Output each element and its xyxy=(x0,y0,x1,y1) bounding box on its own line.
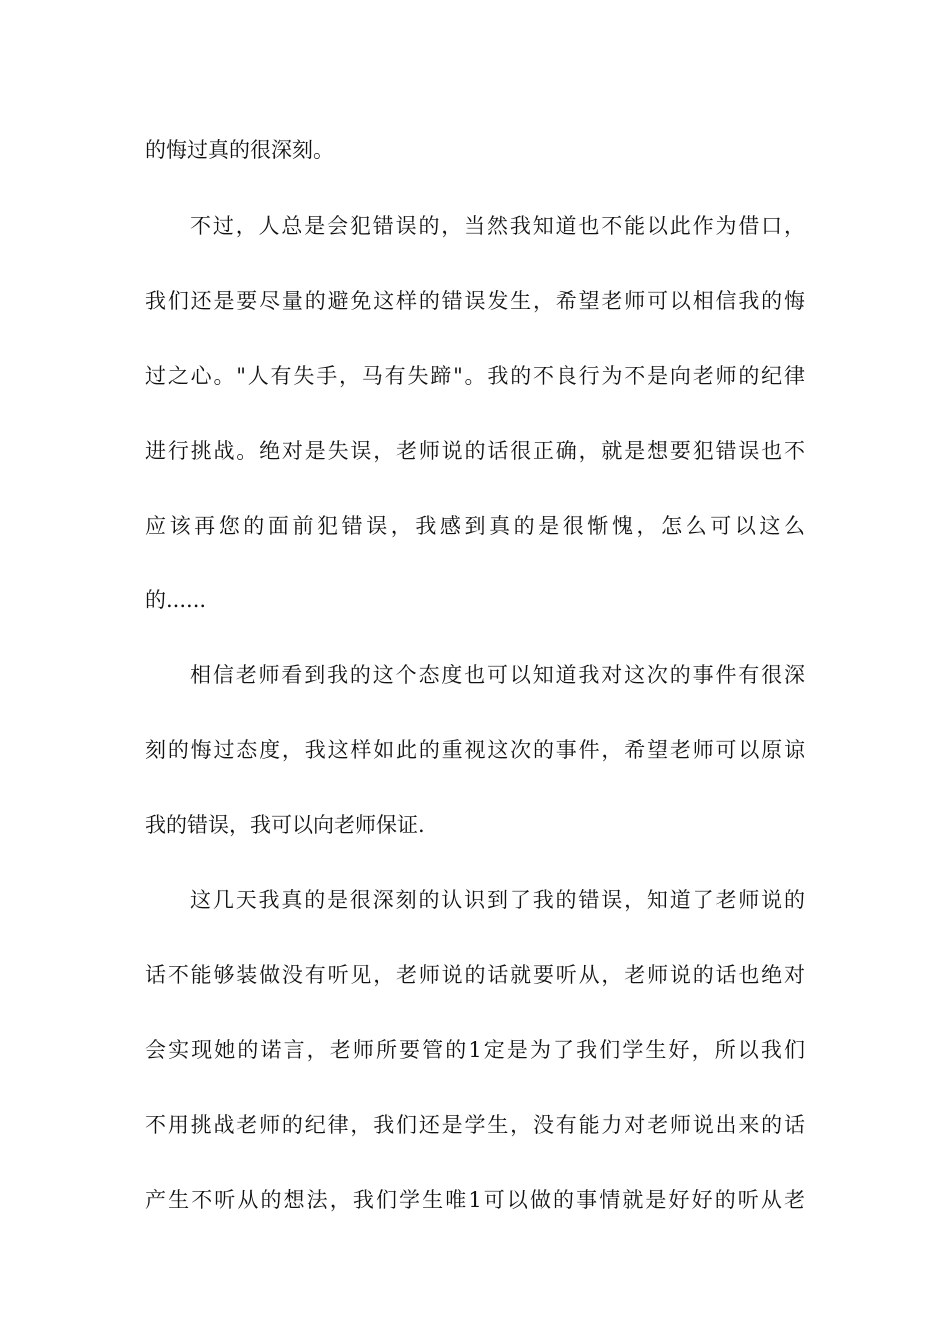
text-line: 不用挑战老师的纪律，我们还是学生，没有能力对老师说出来的话 xyxy=(145,1113,805,1137)
text-line: 的悔过真的很深刻。 xyxy=(145,138,334,162)
text-line: 会实现她的诺言，老师所要管的1定是为了我们学生好，所以我们 xyxy=(145,1038,805,1062)
text-line: 刻的悔过态度，我这样如此的重视这次的事件，希望老师可以原谅 xyxy=(145,738,805,762)
text-line: 产生不听从的想法，我们学生唯1可以做的事情就是好好的听从老 xyxy=(145,1188,805,1212)
text-line: 进行挑战。绝对是失误，老师说的话很正确，就是想要犯错误也不 xyxy=(145,439,805,463)
text-line: 这几天我真的是很深刻的认识到了我的错误，知道了老师说的 xyxy=(190,888,805,912)
text-line: 话不能够装做没有听见，老师说的话就要听从，老师说的话也绝对 xyxy=(145,963,805,987)
text-line: 的...... xyxy=(145,588,207,612)
text-line: 过之心。"人有失手，马有失蹄"。我的不良行为不是向老师的纪律 xyxy=(145,364,805,388)
text-line: 应该再您的面前犯错误，我感到真的是很惭愧，怎么可以这么 xyxy=(145,514,805,538)
text-line: 相信老师看到我的这个态度也可以知道我对这次的事件有很深 xyxy=(190,663,805,687)
text-line: 我们还是要尽量的避免这样的错误发生，希望老师可以相信我的悔 xyxy=(145,289,805,313)
text-line: 不过，人总是会犯错误的，当然我知道也不能以此作为借口， xyxy=(190,214,805,238)
text-line: 我的错误，我可以向老师保证. xyxy=(145,813,425,837)
